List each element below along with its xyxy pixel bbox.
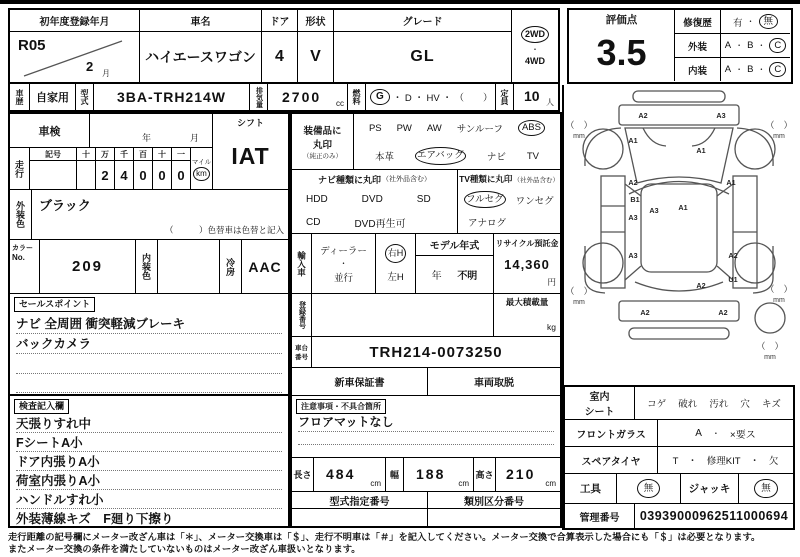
- shape-header: [298, 10, 334, 32]
- digit-header-0: 十: [77, 148, 95, 161]
- wheel-front-right: [735, 129, 775, 169]
- seat-options: [635, 387, 793, 420]
- mileage-digit-col-4: [153, 148, 172, 190]
- equip-ps: PS: [368, 122, 382, 134]
- import-dealer-cell: [312, 234, 376, 294]
- length-label: 長さ: [292, 458, 314, 492]
- grade-cell: GL: [334, 32, 512, 84]
- digit-value-4: 0: [158, 167, 166, 183]
- inspection-notes-section: [10, 396, 288, 526]
- seat-label-2: シート: [584, 407, 615, 418]
- recycle-header: リサイクル預託金: [495, 238, 559, 248]
- navi-dvd: DVD: [361, 194, 383, 205]
- roof-front-strip: [633, 91, 725, 102]
- shaken-year-unit: 年: [142, 133, 152, 143]
- zone-label-left-side-4: A3: [628, 251, 638, 260]
- registration-label: 登録番号: [292, 294, 312, 337]
- digit-value-3: 0: [139, 167, 147, 183]
- zone-label-roof-center: A1: [678, 203, 688, 212]
- navi-type-section: [292, 170, 458, 234]
- fuel-g-circled: G: [370, 89, 390, 106]
- digit-value-0: [77, 161, 95, 189]
- mileage-digit-col-5: [172, 148, 191, 190]
- seat-label-1: 室内: [589, 392, 610, 403]
- car-name-cell: ハイエースワゴン: [140, 32, 262, 84]
- payload-cell: [494, 294, 560, 337]
- shift-value: IAT: [231, 142, 270, 169]
- equip-sunroof: サンルーフ: [456, 124, 504, 135]
- tools-label: 工具: [565, 474, 617, 504]
- drive-2wd-circled: 2WD: [521, 26, 549, 43]
- mm-unit: mm: [573, 299, 585, 306]
- mileage-sign-col: [30, 148, 77, 190]
- pillar-rear-left: [625, 266, 641, 280]
- recycle-cell: [494, 234, 560, 294]
- width-cell: [404, 458, 474, 492]
- displacement-value: 2700: [282, 89, 322, 105]
- wheel-rear-left: [583, 243, 623, 283]
- seat-label-cell: [565, 387, 635, 420]
- windshield-value: [658, 420, 793, 447]
- zone-label-left-side-1: A2: [628, 178, 638, 187]
- displacement-label: 排気量: [250, 84, 268, 110]
- exterior-grade-label: 外装: [675, 34, 721, 58]
- height-unit: cm: [545, 479, 556, 488]
- warranty-removal: 車両取脱: [428, 368, 560, 396]
- management-number-value: 03939000962511000694: [639, 509, 789, 523]
- page-top-edge: [0, 0, 800, 4]
- registration-blank: [312, 294, 494, 337]
- displacement-unit: cc: [336, 99, 344, 108]
- grade-header: [334, 10, 512, 32]
- displacement-cell: [268, 84, 348, 110]
- drive-dot: ・: [531, 45, 539, 55]
- exterior-color-note: （ ）色替車は色替と記入: [164, 225, 284, 235]
- digit-value-1: 2: [101, 167, 109, 183]
- recycle-unit: 円: [547, 277, 556, 287]
- equip-tv: TV: [526, 150, 539, 162]
- zone-label-rear-panel: A2: [696, 281, 706, 290]
- import-dot: ・: [339, 259, 348, 268]
- ac-value: AAC: [242, 240, 288, 294]
- handle-position-cell: [376, 234, 416, 294]
- tv-analog: アナログ: [468, 218, 507, 229]
- equipment-label-3: （純正のみ）: [303, 153, 342, 160]
- dot: ・: [757, 41, 766, 50]
- recycle-value: 14,360: [504, 256, 550, 272]
- management-number-label: 管理番号: [565, 504, 635, 528]
- zone-label-rear-right: U1: [728, 275, 738, 284]
- model-year-cell: [416, 234, 494, 294]
- sales-point-tab: セールスポイント: [14, 297, 95, 312]
- zone-label-roof-left: A3: [649, 206, 659, 215]
- dot: ・: [735, 41, 744, 50]
- history-cell: 自家用: [30, 84, 76, 110]
- shape-cell: V: [298, 32, 334, 84]
- repair-history-label: 修復歴: [675, 10, 721, 34]
- digit-header-1: 万: [96, 148, 114, 161]
- equip-navi: ナビ: [486, 152, 506, 163]
- equipment-row-2: [354, 142, 560, 170]
- color-no-value: 209: [40, 240, 136, 294]
- exterior-grade-c-circled: C: [769, 38, 786, 54]
- reg-date-label: 初年度登録年月: [39, 17, 110, 28]
- mileage-sign-label: 記号: [30, 148, 76, 161]
- mileage-digit-col-2: [115, 148, 134, 190]
- chassis-label-1: 車台: [295, 345, 308, 352]
- tools-value: [617, 474, 681, 504]
- length-cell: [314, 458, 386, 492]
- door-label: ドア: [269, 17, 290, 28]
- equipment-items: [354, 114, 560, 170]
- equipment-label-cell: [292, 114, 354, 170]
- model-year-header: モデル年式: [416, 234, 493, 256]
- reg-date-header: [10, 10, 140, 32]
- caution-tab: 注意事項・不具合箇所: [296, 399, 386, 414]
- capacity-label: 定員: [496, 84, 514, 110]
- width-unit: cm: [458, 479, 469, 488]
- navi-type-row2: [292, 211, 457, 233]
- interior-color-label: 内装色: [136, 240, 158, 294]
- history-label: 車歴: [10, 84, 30, 110]
- height-cell: [496, 458, 560, 492]
- warranty-new-car: 新車保証書: [292, 368, 428, 396]
- shaken-month-unit: 月: [190, 133, 200, 143]
- import-dealer: ディーラー: [320, 246, 367, 257]
- navi-type-header: [292, 170, 457, 188]
- mileage-digit-col-3: [134, 148, 153, 190]
- model-year-value: 不明: [457, 271, 478, 282]
- color-no-label-cell: [10, 240, 40, 294]
- tv-type-row1: [458, 188, 560, 211]
- inspection-note-line: ハンドルすれ小: [16, 490, 282, 509]
- door-cell: 4: [262, 32, 298, 84]
- left-handle: 左H: [387, 272, 404, 284]
- zone-label-left-side-2: B1: [630, 195, 640, 204]
- door-header: [262, 10, 298, 32]
- headlight-arc-right: [692, 128, 715, 146]
- seat-option: 穴: [740, 399, 750, 410]
- mile-label: マイル: [191, 158, 212, 166]
- exterior-grade-b: B: [747, 40, 754, 51]
- equip-leather: 本革: [375, 152, 395, 163]
- jack-value: [739, 474, 793, 504]
- spare-tire-label: スペアタイヤ: [565, 447, 658, 474]
- shift-label: シフト: [236, 117, 264, 128]
- model-code-label: 型式: [76, 84, 94, 110]
- designation-number-cell: [292, 492, 428, 526]
- mm-bracket: （ ）: [765, 120, 793, 130]
- hood-outline: [625, 128, 733, 183]
- sales-point-line1: ナビ 全周囲 衝突軽減ブレーキ: [16, 314, 282, 334]
- seat-option: キズ: [762, 399, 781, 410]
- mm-unit: mm: [764, 354, 776, 361]
- capacity-unit: 人: [546, 98, 554, 107]
- capacity-cell: [514, 84, 558, 110]
- zone-label-rear-bumper-left: A2: [640, 308, 650, 317]
- top-spec-table: [8, 8, 560, 112]
- model-year-content: [416, 256, 493, 293]
- spare-tire-circle: [755, 303, 785, 333]
- jack-label: ジャッキ: [681, 474, 739, 504]
- drive-4wd: 4WD: [525, 56, 545, 67]
- classification-number-cell: [428, 492, 560, 526]
- payload-header: 最大積載量: [505, 297, 549, 307]
- middle-block: [290, 112, 562, 528]
- mm-unit: mm: [773, 133, 785, 140]
- sales-point-line2: バックカメラ: [16, 334, 282, 354]
- windshield-a: A: [695, 427, 702, 439]
- tools-none-circled: 無: [637, 479, 661, 499]
- headlight-arc-left: [643, 128, 666, 146]
- interior-grade-a: A: [724, 64, 732, 75]
- length-value: 484: [326, 466, 356, 482]
- payload-unit: kg: [547, 322, 556, 332]
- model-code-cell: 3BA-TRH214W: [94, 84, 250, 110]
- windshield-x: ×要ス: [729, 429, 756, 441]
- seat-option: コゲ: [647, 399, 667, 410]
- equip-abs-circled: ABS: [518, 120, 545, 136]
- interior-grade-label: 内装: [675, 58, 721, 81]
- tv-oneseg: ワンセグ: [515, 195, 554, 207]
- spare-tire-value: T ・ 修理KIT ・ 欠: [658, 447, 793, 474]
- grade-label: グレード: [402, 17, 443, 28]
- car-name-label: 車名: [190, 17, 211, 28]
- model-year-unit: 年: [431, 271, 442, 282]
- exterior-color-label: 外装色: [10, 190, 32, 240]
- inspection-notes-tab: 検査記入欄: [14, 399, 69, 414]
- fuel-cell: [366, 84, 496, 110]
- navi-cd: CD: [306, 216, 321, 228]
- drive-type-cell: [512, 10, 558, 84]
- mm-bracket: （ ）: [765, 284, 793, 294]
- reg-date-cell: [10, 32, 140, 84]
- exterior-grade-a: A: [724, 40, 732, 51]
- caution-line2: [298, 432, 554, 445]
- dot: ・: [711, 428, 720, 438]
- digit-header-3: 百: [134, 148, 152, 161]
- zone-label-front-left-fender: A1: [628, 136, 638, 145]
- ac-label: 冷房: [220, 240, 242, 294]
- right-handle-circled: 右H: [385, 244, 407, 263]
- mm-unit: mm: [773, 297, 785, 304]
- reg-month: 2: [86, 59, 94, 74]
- width-label: 幅: [386, 458, 404, 492]
- reg-year: R05: [18, 37, 46, 54]
- designation-number-header: 型式指定番号: [292, 492, 427, 509]
- exterior-color-value: ブラック: [39, 198, 91, 213]
- equip-airbag-circled: エアバッグ: [415, 147, 466, 165]
- zone-label-front-bumper-left: A2: [638, 111, 648, 120]
- caution-line1: フロアマットなし: [298, 413, 554, 432]
- navi-type-title: ナビ種類に丸印: [317, 174, 381, 185]
- jack-none-circled: 無: [754, 479, 778, 499]
- condition-box: [563, 385, 795, 530]
- mm-bracket: （ ）: [565, 286, 593, 296]
- score-cell: [569, 10, 675, 81]
- import-parallel: 並行: [333, 273, 353, 284]
- mm-unit: mm: [573, 133, 585, 140]
- digit-value-5: 0: [177, 167, 185, 183]
- exterior-color-cell: [32, 190, 288, 240]
- dot: ・: [735, 65, 744, 74]
- reg-month-unit: 月: [102, 69, 110, 78]
- roof-panel: [641, 184, 717, 272]
- width-value: 188: [416, 466, 446, 482]
- classification-number-header: 類別区分番号: [428, 492, 560, 509]
- seat-option: 汚れ: [709, 399, 729, 410]
- repair-history-value: [721, 10, 790, 34]
- tv-fullseg-circled: フルセグ: [464, 191, 506, 209]
- height-label: 高さ: [474, 458, 496, 492]
- zone-label-left-side-3: A3: [628, 213, 638, 222]
- navi-type-note: （社外品含む）: [382, 176, 431, 183]
- rear-strip: [629, 328, 729, 339]
- footer-line-1: 走行距離の記号欄にメーター改ざん車は「＊」、メーター交換車は「＄」、走行不明車は「＃」を記入してください。メーター交換で合算表示した場合にも「＄」は必要となります。: [8, 532, 761, 542]
- mm-bracket: （ ）: [756, 341, 784, 351]
- car-name-header: [140, 10, 262, 32]
- zone-label-front-bumper-right: A3: [716, 111, 726, 120]
- wheel-rear-right: [735, 243, 775, 283]
- shaken-cell: [90, 114, 212, 148]
- score-label: 評価点: [605, 13, 638, 26]
- shape-label: 形状: [305, 17, 326, 28]
- footer-notes: [8, 531, 794, 555]
- rear-window-arc: [635, 282, 723, 291]
- mileage-digit-col-1: [96, 148, 115, 190]
- height-value: 210: [506, 466, 536, 482]
- interior-color-value: [158, 240, 220, 294]
- inspection-note-line: 荷室内張りA小: [16, 471, 282, 490]
- tv-type-title: TV種類に丸印: [459, 174, 513, 184]
- navi-dvd-play: DVD再生可: [354, 218, 406, 230]
- navi-type-row1: [292, 188, 457, 211]
- sales-point-section: [10, 294, 288, 396]
- mileage-digit-col-0: [77, 148, 96, 190]
- tv-type-row2: [458, 211, 560, 233]
- interior-grade-c-circled: C: [769, 62, 786, 78]
- footer-line-2: またメーター交換の条件を満たしていないものはメーター改ざん車扱いとなります。: [8, 544, 361, 554]
- digit-header-4: 十: [153, 148, 171, 161]
- score-value: 3.5: [596, 32, 647, 73]
- tv-type-section: [458, 170, 560, 234]
- tv-type-note: （社外品含む）: [513, 176, 559, 184]
- shift-column: [212, 114, 288, 190]
- evaluation-box: [567, 8, 793, 84]
- inspection-note-line: 外装薄線キズ F廻り下擦り: [16, 512, 174, 526]
- chassis-label-cell: [292, 337, 312, 368]
- equipment-row-1: [354, 114, 560, 142]
- inspection-note-line: 天張りすれ中: [16, 414, 282, 433]
- repair-yes: 有: [732, 17, 743, 29]
- equipment-label-1: 装備品に: [303, 126, 342, 137]
- mileage-unit-cell: [191, 148, 212, 190]
- seat-option: 破れ: [678, 399, 698, 410]
- zone-label-right-side-2: A2: [728, 251, 738, 260]
- color-no-label2: No.: [12, 253, 25, 262]
- chassis-label-2: 番号: [295, 354, 308, 361]
- fuel-label: 燃料: [348, 84, 366, 110]
- inspection-note-line: ドア内張りA小: [16, 452, 282, 471]
- import-car-label: 輸入車: [292, 234, 312, 294]
- equip-aw: AW: [426, 122, 442, 134]
- inspection-note-line: FシートA小: [16, 433, 282, 452]
- repair-dot: ・: [746, 17, 755, 26]
- mm-bracket: （ ）: [565, 120, 593, 130]
- wheel-front-left: [583, 129, 623, 169]
- zone-label-cowl: A1: [696, 146, 706, 155]
- fuel-options: ・ D ・ HV ・ （ ）: [392, 93, 493, 104]
- caution-section: [292, 396, 560, 458]
- interior-grade-b: B: [747, 64, 754, 75]
- navi-sd: SD: [416, 194, 431, 205]
- equipment-label-2: 丸印: [312, 140, 332, 151]
- capacity-value: 10: [524, 88, 540, 104]
- zone-label-right-side-1: A1: [726, 178, 736, 187]
- tv-type-header: [458, 170, 560, 188]
- mileage-label: 走行: [10, 148, 30, 190]
- digit-header-2: 千: [115, 148, 133, 161]
- interior-grade-value: [721, 58, 790, 81]
- left-block: [8, 112, 290, 528]
- color-no-label1: カラー: [12, 245, 33, 252]
- navi-hdd: HDD: [306, 194, 328, 205]
- repair-no-circled: 無: [759, 14, 779, 30]
- equip-pw: PW: [396, 122, 412, 134]
- chassis-value: TRH214-0073250: [312, 337, 560, 368]
- windshield-label: フロントガラス: [565, 420, 658, 447]
- sales-point-line3: [16, 354, 282, 374]
- digit-header-5: 一: [172, 148, 190, 161]
- dot: ・: [757, 65, 766, 74]
- exterior-grade-value: [721, 34, 790, 58]
- km-circled: km: [193, 167, 210, 181]
- shaken-label: 車検: [10, 114, 90, 148]
- digit-value-2: 4: [120, 167, 128, 183]
- length-unit: cm: [370, 479, 381, 488]
- sales-point-line4: [16, 374, 282, 393]
- car-damage-diagram: [563, 86, 795, 384]
- zone-label-rear-bumper-right: A2: [718, 308, 728, 317]
